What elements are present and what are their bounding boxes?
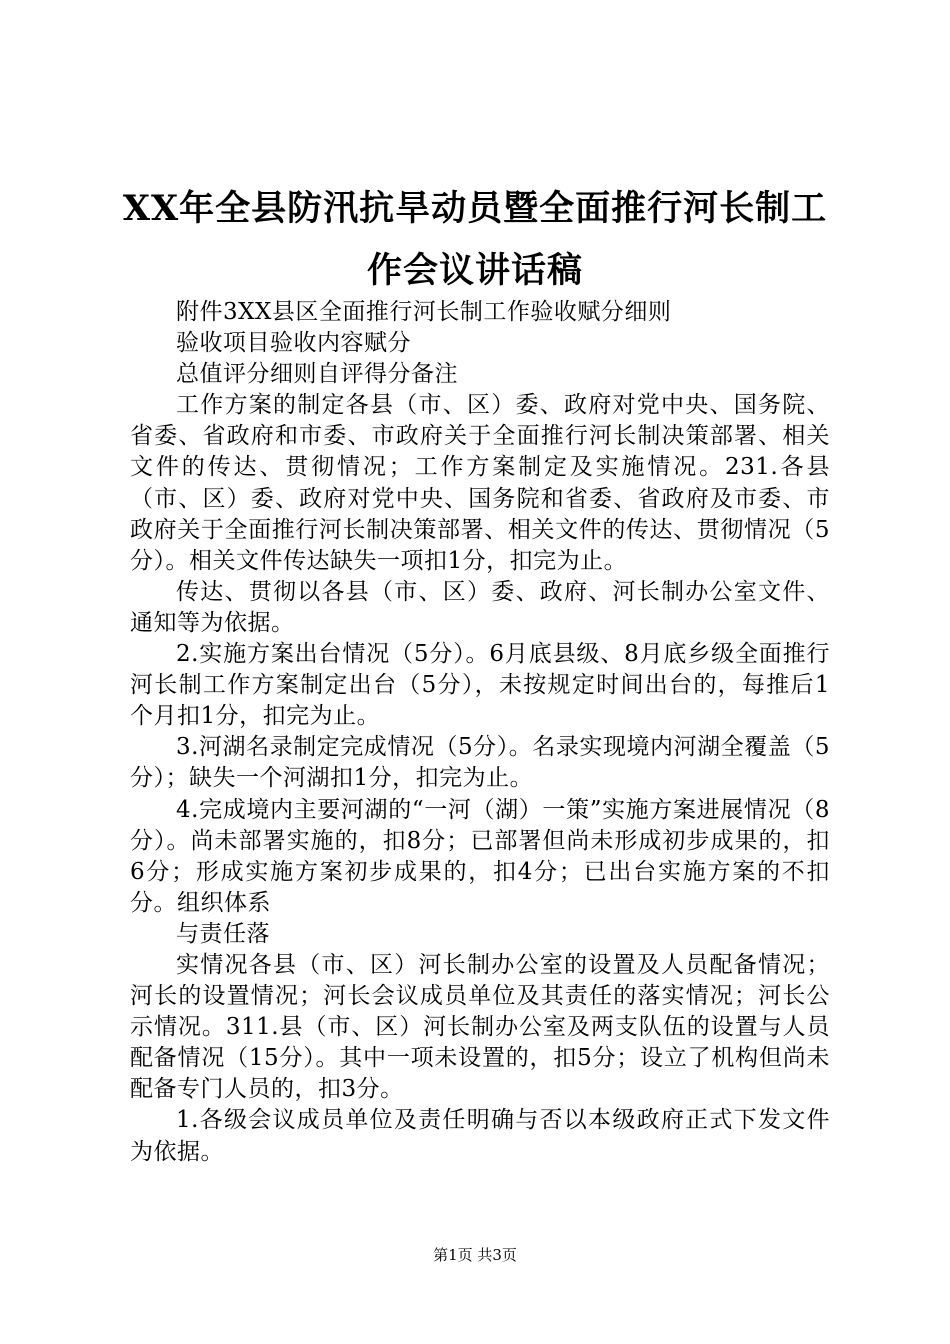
paragraph-item-2: 2.实施方案出台情况（5分）。6月底县级、8月底乡级全面推行河长制工作方案制定出台（5分），未按规定时间出台的，每推后1个月扣1分，扣完为止。 [130, 641, 830, 730]
paragraph-member-units: 1.各级会议成员单位及责任明确与否以本级政府正式下发文件为依据。 [130, 1107, 830, 1165]
paragraph-responsibility: 与责任落 [176, 920, 270, 947]
paragraph-office-setup: 实情况各县（市、区）河长制办公室的设置及人员配备情况；河长的设置情况；河长会议成员单位及其责任的落实情况；河长公示情况。311.县（市、区）河长制办公室及两支队伍的设置与人员配备情况（15分）。其中一项未设置的，扣5分；设立了机构但尚未配备专门人员的，扣3分。 [130, 951, 830, 1103]
paragraph-table-header-1: 验收项目验收内容赋分 [176, 330, 411, 357]
paragraph-attachment-heading: 附件3XX县区全面推行河长制工作验收赋分细则 [176, 299, 672, 325]
paragraph-implementation-basis: 传达、贯彻以各县（市、区）委、政府、河长制办公室文件、通知等为依据。 [130, 578, 830, 636]
paragraph-table-header-2: 总值评分细则自评得分备注 [176, 361, 458, 388]
document-title-line-1: XX年全县防汛抗旱动员暨全面推行河长制工 [122, 188, 828, 229]
document-title-line-2: 作会议讲话稿 [366, 250, 583, 291]
page-number-footer: 第1页 共3页 [433, 1246, 517, 1264]
paragraph-work-plan: 工作方案的制定各县（市、区）委、政府对党中央、国务院、省委、省政府和市委、市政府关于全面推行河长制决策部署、相关文件的传达、贯彻情况；工作方案制定及实施情况。231.各县（市、区）委、政府对党中央、国务院和省委、省政府及市委、市政府关于全面推行河长制决策部署、相关文件的传达、贯彻情况（5分）。相关文件传达缺失一项扣1分，扣完为止。 [130, 392, 830, 574]
document-body [130, 297, 830, 1168]
paragraph-item-3: 3.河湖名录制定完成情况（5分）。名录实现境内河湖全覆盖（5分）；缺失一个河湖扣1分，扣完为止。 [130, 734, 830, 792]
paragraph-item-4: 4.完成境内主要河湖的“一河（湖）一策”实施方案进展情况（8分）。尚未部署实施的，扣8分；已部署但尚未形成初步成果的，扣6分；形成实施方案初步成果的，扣4分；已出台实施方案的不扣分。组织体系 [130, 796, 830, 916]
